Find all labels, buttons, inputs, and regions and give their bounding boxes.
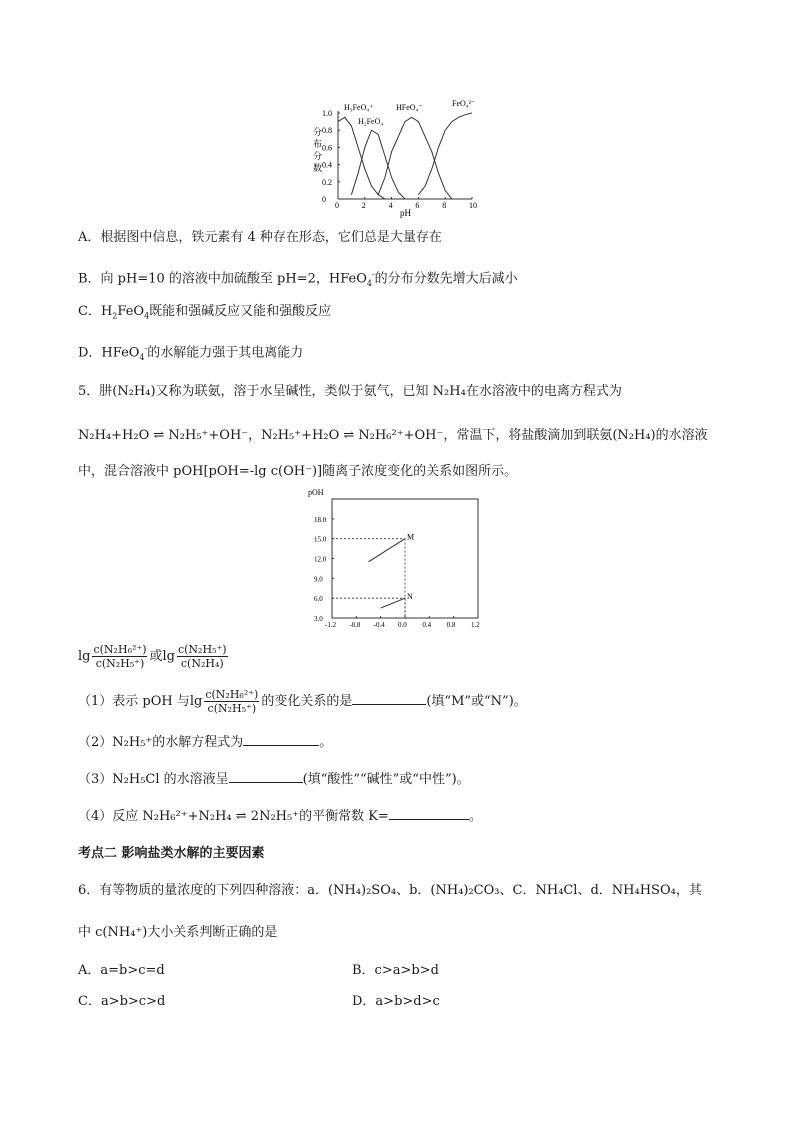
q5-part3: （3）N₂H₅Cl 的水溶液呈 (填“酸性”“碱性”或“中性”)。: [78, 772, 470, 787]
q5-part2: （2）N₂H₅⁺的水解方程式为 。: [78, 735, 333, 750]
y-tick-label: 3.0: [314, 615, 323, 623]
x-tick-label: -1.2: [325, 621, 337, 629]
ratio-legend: lg $\frac{\text{c(N₂H₆²⁺)}}{\text{c(N₂H₅⁺)}}$ 或lg $\frac{\text{c(N₂H₅⁺)}}{\text{c(N₂H₄)}}$: [78, 643, 227, 670]
q5-line3: 中，混合溶液中 pOH[pOH=-lg c(OH⁻)]随离子浓度变化的关系如图所示。: [78, 464, 518, 479]
q6-option-b: B．c>a>b>d: [352, 963, 439, 978]
ratio-fraction-1: $\frac{\text{c(N₂H₆²⁺)}}{\text{c(N₂H₅⁺)}}$: [93, 643, 147, 670]
q6-option-a: A．a=b>c=d: [78, 963, 165, 978]
section-title: 考点二 影响盐类水解的主要因素: [78, 846, 265, 861]
y-tick-label: 6.0: [314, 595, 323, 604]
y-axis-label-char: 布: [313, 139, 323, 149]
distribution-chart-axes: [322, 109, 477, 210]
y-tick-label: 12.0: [314, 555, 327, 564]
series-label-h2feo4: H₂FeO₄: [358, 117, 384, 126]
ratio-fraction-2: $\frac{\text{c(N₂H₅⁺)}}{\text{c(N₂H₄)}}$: [177, 643, 227, 670]
q6-option-c: C．a>b>c>d: [78, 994, 166, 1009]
poh-chart-axes: [314, 499, 480, 629]
x-tick-label: 2: [361, 201, 366, 210]
x-tick-label: 0.8: [446, 621, 456, 629]
x-tick-label: 0.0: [398, 621, 407, 629]
point-label-m: M: [407, 532, 415, 542]
y-tick-label: 0.8: [322, 126, 332, 136]
poh-chart: [300, 485, 490, 635]
series-line: [381, 598, 405, 608]
series-line: [369, 539, 406, 562]
option-b: B．向 pH=10 的溶液中加硫酸至 pH=2，HFeO$_4$-的分布分数先增大后减小: [78, 270, 518, 288]
y-tick-label: 1.0: [322, 109, 332, 118]
series-line: [418, 113, 472, 195]
y-axis-label-char: 数: [313, 163, 323, 173]
x-tick-label: -0.8: [349, 621, 361, 629]
x-tick-label: 1.2: [471, 621, 480, 629]
q6-line2: 中 c(NH₄⁺)大小关系判断正确的是: [78, 925, 278, 940]
series-label-h3feo4: H₃FeO₄⁺: [344, 103, 374, 112]
y-tick-label: 0: [322, 195, 326, 204]
x-axis-label: pH: [400, 208, 411, 218]
answer-blank[interactable]: [229, 770, 303, 783]
series-label-hfeo4: HFeO₄⁻: [396, 103, 423, 112]
q6-option-d: D．a>b>d>c: [352, 994, 440, 1009]
q5-part1: （1）表示 pOH 与lg $\frac{\text{c(N₂H₆²⁺)}}{\text{c(N₂H₅⁺)}}$ 的变化关系的是 (填“M”或“N”)。: [78, 688, 527, 715]
x-tick-label: -0.4: [373, 621, 385, 629]
series-label-feo4: FeO₄²⁻: [452, 99, 476, 108]
x-tick-label: 6: [415, 201, 420, 210]
y-tick-label: 0.4: [322, 160, 332, 170]
x-tick-label: 0: [335, 201, 339, 210]
q5-equation: N₂H₄+H₂O ⇌ N₂H₅⁺+OH⁻，N₂H₅⁺+H₂O ⇌ N₂H₆²⁺+OH⁻，常温下，将盐酸滴加到联氨(N₂H₄)的水溶液: [78, 428, 708, 443]
poh-chart-lines: [332, 539, 405, 618]
distribution-chart: [300, 95, 490, 220]
point-label-n: N: [407, 592, 413, 602]
y-axis-label: pOH: [308, 488, 324, 497]
option-c: C．$H_2FeO_4$既能和强碱反应又能和强酸反应: [78, 304, 332, 321]
x-tick-label: 4: [388, 201, 393, 210]
answer-blank[interactable]: [389, 807, 469, 820]
y-tick-label: 15.0: [314, 535, 327, 544]
option-d: D．HFeO$_4$-的水解能力强于其电离能力: [78, 344, 304, 362]
x-tick-label: 10: [469, 201, 477, 210]
q5-part4: （4）反应 N₂H₆²⁺+N₂H₄ ⇌ 2N₂H₅⁺的平衡常数 K= 。: [78, 809, 482, 824]
x-tick-label: 8: [442, 201, 447, 210]
y-tick-label: 0.2: [322, 177, 332, 187]
y-axis-label-char: 分: [313, 127, 323, 137]
q6-line1: 6．有等物质的量浓度的下列四种溶液：a．(NH₄)₂SO₄、b．(NH₄)₂CO₃、C．NH₄Cl、d．NH₄HSO₄，其: [78, 883, 702, 898]
answer-blank[interactable]: [352, 692, 426, 705]
y-tick-label: 18.0: [314, 515, 327, 524]
x-tick-label: 0.4: [422, 621, 432, 629]
option-a: A．根据图中信息，铁元素有 4 种存在形态，它们总是大量存在: [78, 230, 442, 245]
y-tick-label: 0.6: [322, 143, 332, 153]
answer-blank[interactable]: [243, 733, 319, 746]
series-line: [378, 117, 452, 199]
series-line: [338, 117, 385, 199]
q5-intro: 5．肼(N₂H₄)又称为联氨，溶于水呈碱性，类似于氨气，已知 N₂H₄在水溶液中的电离方程式为: [78, 384, 622, 399]
y-tick-label: 9.0: [314, 575, 323, 584]
y-axis-label-char: 分: [313, 151, 323, 161]
